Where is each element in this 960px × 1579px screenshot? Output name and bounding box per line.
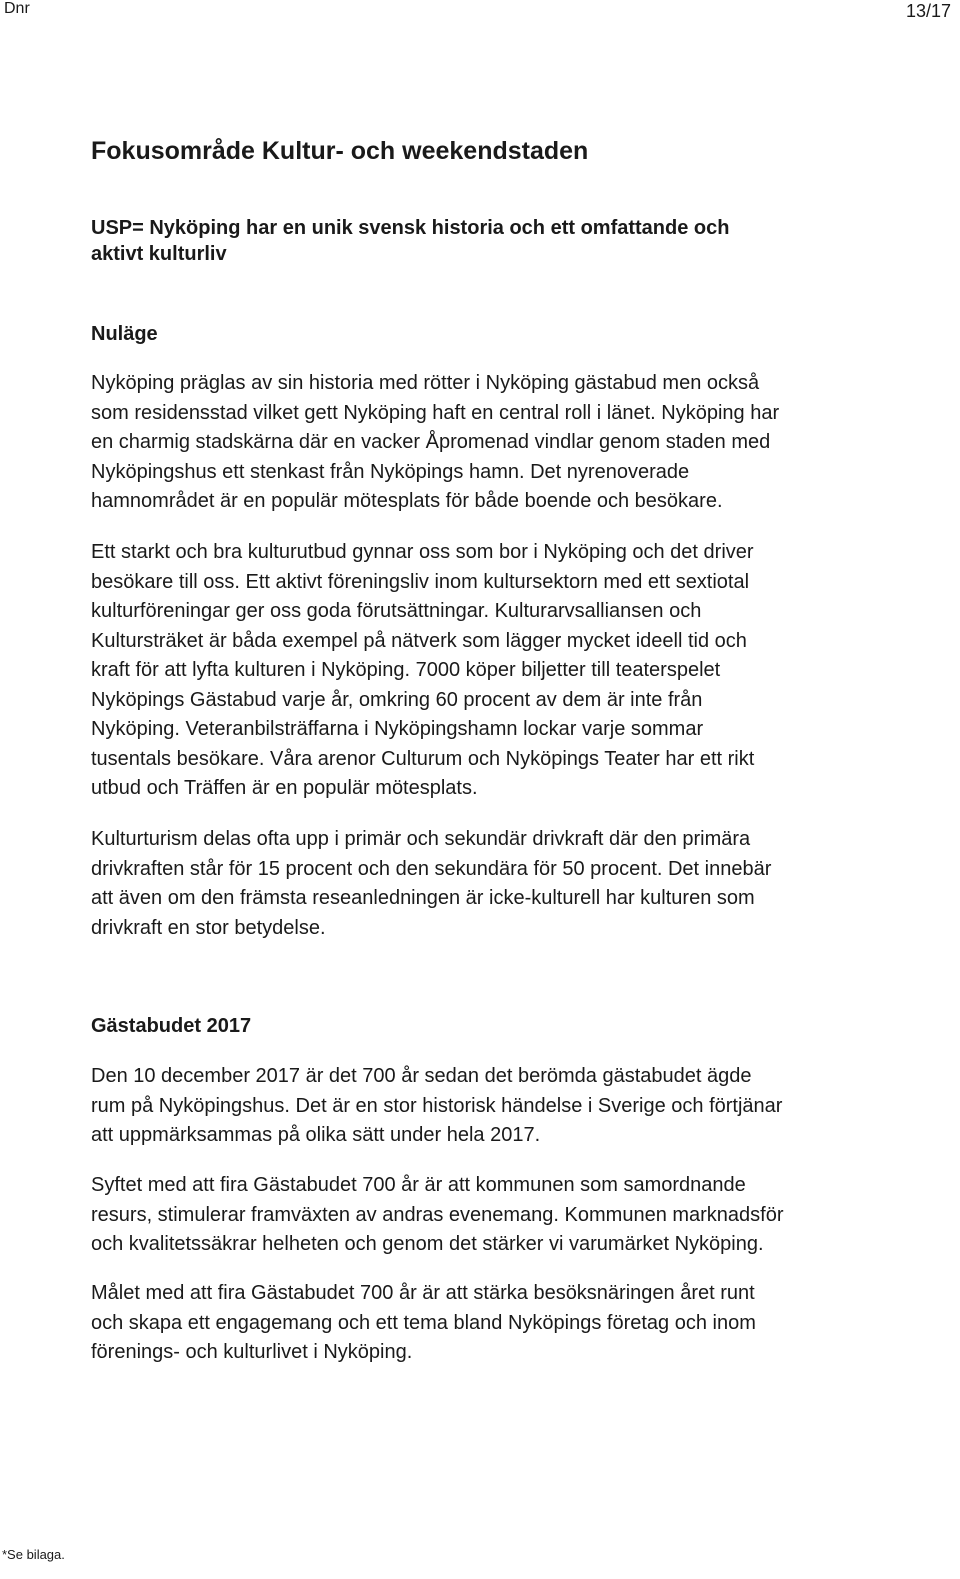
paragraph-line: en charmig stadskärna där en vacker Åpromenad vindlar genom staden med (91, 431, 771, 453)
paragraph-line: och skapa ett engagemang och ett tema bland Nyköpings företag och inom (91, 1311, 756, 1334)
paragraph-line: Syftet med att fira Gästabudet 700 år är att kommunen som samordnande (91, 1174, 746, 1196)
paragraph-line: Ett starkt och bra kulturutbud gynnar oss som bor i Nyköping och det driver (91, 541, 754, 563)
usp-line: USP= Nyköping har en unik svensk historia och ett omfattande och (91, 217, 730, 239)
paragraph-line: kulturföreningar ger oss goda förutsättningar. Kulturarvsalliansen och (91, 600, 702, 622)
paragraph-gastabudet-3 (91, 1279, 756, 1368)
section-heading-gastabudet: Gästabudet 2017 (91, 1015, 252, 1037)
paragraph-line: att uppmärksammas på olika sätt under hela 2017. (91, 1124, 541, 1146)
paragraph-line: kraft för att lyfta kulturen i Nyköping. 7000 köper biljetter till teaterspelet (91, 659, 721, 681)
paragraph-line: som residensstad vilket gett Nyköping haft en central roll i länet. Nyköping har (91, 401, 780, 424)
paragraph-gastabudet-2 (91, 1171, 784, 1260)
paragraph-line: utbud och Träffen är en populär mötesplats. (91, 777, 478, 799)
paragraph-line: förenings- och kulturlivet i Nyköping. (91, 1341, 413, 1363)
paragraph-line: resurs, stimulerar framväxten av andras evenemang. Kommunen marknadsför (91, 1203, 784, 1226)
usp-statement (91, 215, 851, 267)
paragraph-line: och kvalitetssäkrar helheten och genom det stärker vi varumärket Nyköping. (91, 1233, 764, 1255)
paragraph-line: Nyköping. Veteranbilsträffarna i Nyköpingshamn lockar varje sommar (91, 718, 704, 740)
paragraph-line: att även om den främsta reseanledningen är icke-kulturell har kulturen som (91, 887, 755, 909)
paragraph-line: Nyköping präglas av sin historia med rötter i Nyköping gästabud men också (91, 372, 760, 394)
paragraph-nulage-3 (91, 825, 771, 943)
paragraph-line: drivkraften står för 15 procent och den sekundära för 50 procent. Det innebär (91, 857, 772, 880)
paragraph-nulage-2 (91, 538, 754, 804)
paragraph-line: rum på Nyköpingshus. Det är en stor historisk händelse i Sverige och förtjänar (91, 1094, 783, 1117)
paragraph-line: Kultursträket är båda exempel på nätverk som lägger mycket ideell tid och (91, 629, 747, 652)
section-heading-nulage: Nuläge (91, 323, 158, 345)
paragraph-line: tusentals besökare. Våra arenor Culturum och Nyköpings Teater har ett rikt (91, 747, 755, 770)
footnote: *Se bilaga. (2, 1547, 65, 1562)
paragraph-line: Kulturturism delas ofta upp i primär och sekundär drivkraft där den primära (91, 828, 751, 850)
paragraph-line: drivkraft en stor betydelse. (91, 916, 326, 939)
paragraph-line: besökare till oss. Ett aktivt föreningsliv inom kultursektorn med ett sextiotal (91, 570, 750, 593)
page-title: Fokusområde Kultur- och weekendstaden (91, 137, 589, 165)
paragraph-line: Nyköpings Gästabud varje år, omkring 60 procent av dem är inte från (91, 688, 703, 711)
page-number: 13/17 (905, 1, 951, 21)
paragraph-line: Den 10 december 2017 är det 700 år sedan det berömda gästabudet ägde (91, 1065, 752, 1087)
paragraph-line: Målet med att fira Gästabudet 700 år är att stärka besöksnäringen året runt (91, 1282, 755, 1304)
paragraph-line: Nyköpingshus ett stenkast från Nyköpings hamn. Det nyrenoverade (91, 460, 690, 483)
paragraph-gastabudet-1 (91, 1062, 782, 1151)
usp-line: aktivt kulturliv (91, 243, 227, 265)
paragraph-nulage-1 (91, 369, 779, 517)
document-number-label: Dnr (4, 0, 30, 17)
paragraph-line: hamnområdet är en populär mötesplats för både boende och besökare. (91, 490, 723, 512)
